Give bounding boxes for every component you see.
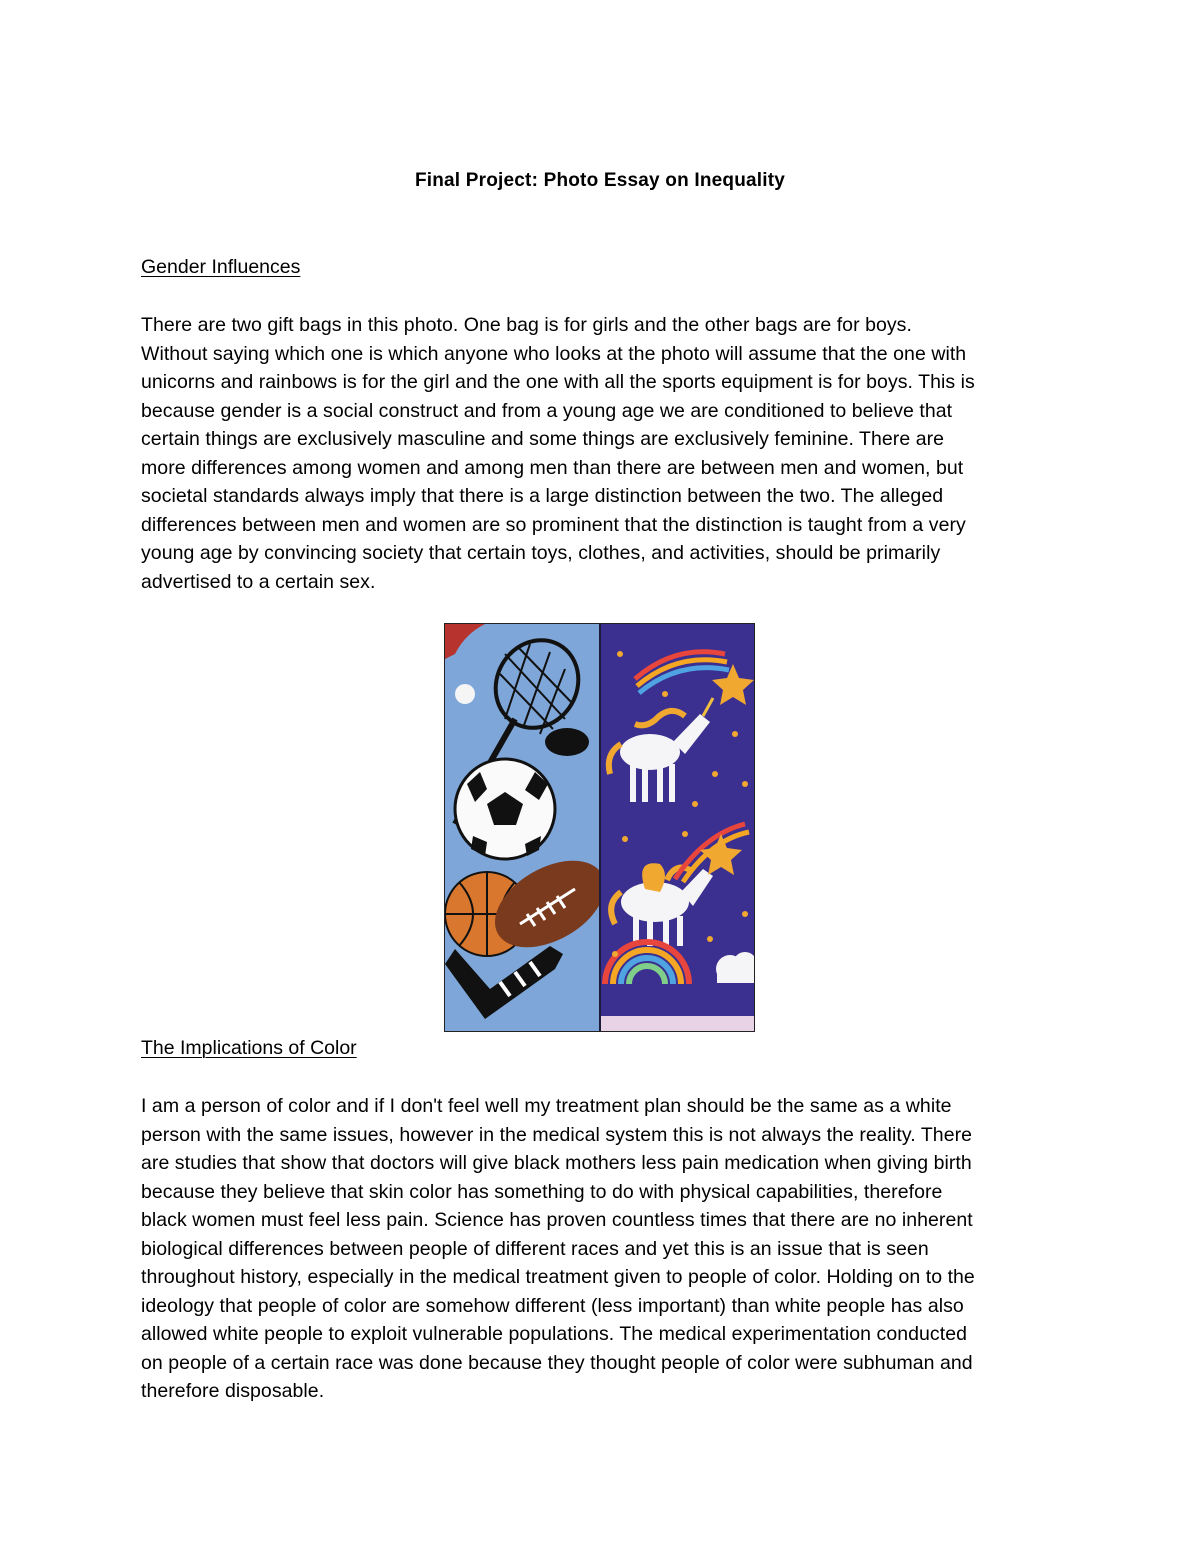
boys-gift-bag <box>445 624 620 1031</box>
text-line: certain things are exclusively masculine and some things are exclusively feminine. There are <box>141 428 945 450</box>
soccer-ball-icon <box>455 759 555 859</box>
text-line: There are two gift bags in this photo. One bag is for girls and the other bags are for boys. <box>141 314 912 336</box>
text-line: because gender is a social construct and from a young age we are conditioned to believe that <box>141 399 953 422</box>
section-heading-color: The Implications of Color <box>141 1037 357 1059</box>
text-line: more differences among women and among men than there are between men and women, but <box>141 456 964 479</box>
text-line: therefore disposable. <box>141 1380 325 1402</box>
text-line: biological differences between people of different races and yet this is an issue that is seen <box>141 1237 929 1260</box>
paragraph-gender <box>141 311 1081 596</box>
text-line: person with the same issues, however in the medical system this is not always the reality. There <box>141 1123 973 1146</box>
text-line: ideology that people of color are somehow different (less important) than white people has also <box>141 1294 964 1317</box>
text-line: black women must feel less pain. Science has proven countless times that there are no inherent <box>141 1209 973 1231</box>
text-line: on people of a certain race was done because they thought people of color were subhuman and <box>141 1351 973 1374</box>
gift-bags-photo <box>444 623 755 1032</box>
paragraph-color <box>141 1092 1081 1406</box>
section-heading-gender: Gender Influences <box>141 256 301 278</box>
text-line: allowed white people to exploit vulnerable populations. The medical experimentation conducted <box>141 1323 967 1345</box>
text-line: young age by convincing society that certain toys, clothes, and activities, should be primarily <box>141 542 941 564</box>
text-line: advertised to a certain sex. <box>141 570 376 593</box>
text-line: are studies that show that doctors will give black mothers less pain medication when giving birth <box>141 1152 972 1174</box>
text-line: differences between men and women are so prominent that the distinction is taught from a very <box>141 513 966 536</box>
girls-gift-bag <box>600 624 754 1031</box>
text-line: because they believe that skin color has something to do with physical capabilities, therefore <box>141 1180 943 1203</box>
text-line: throughout history, especially in the medical treatment given to people of color. Holding on to the <box>141 1266 975 1288</box>
text-line: unicorns and rainbows is for the girl and the one with all the sports equipment is for boys. This is <box>141 371 975 393</box>
page-title: Final Project: Photo Essay on Inequality <box>414 170 786 191</box>
ball-icon <box>455 684 475 704</box>
text-line: societal standards always imply that there is a large distinction between the two. The alleged <box>141 485 944 507</box>
text-line: Without saying which one is which anyone who looks at the photo will assume that the one with <box>141 342 967 365</box>
text-line: I am a person of color and if I don't feel well my treatment plan should be the same as a white <box>141 1095 952 1117</box>
hockey-puck-icon <box>545 728 589 756</box>
